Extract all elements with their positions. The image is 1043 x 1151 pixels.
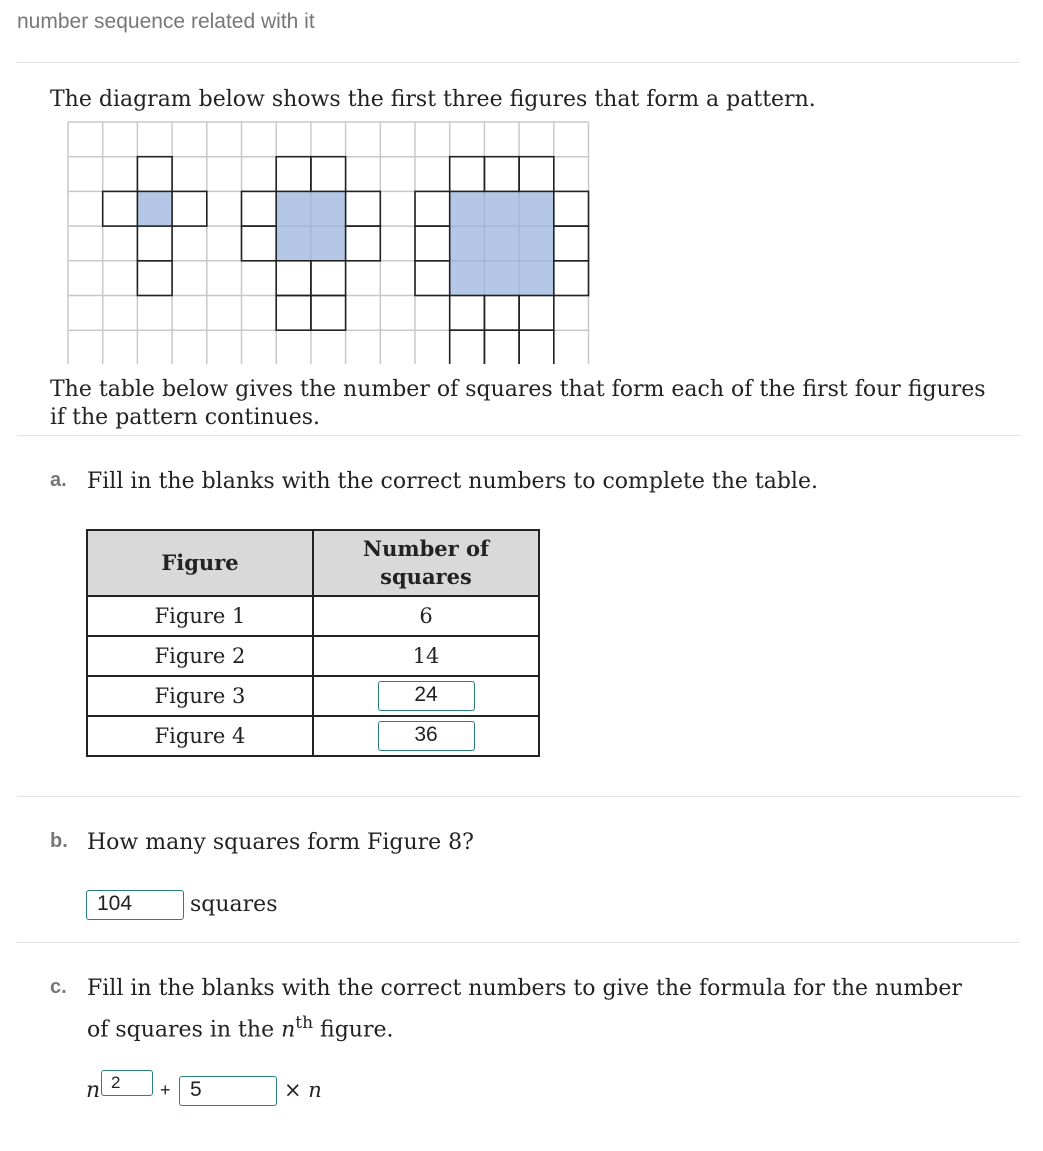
- figure-square: [346, 226, 381, 261]
- figure-square: [554, 226, 589, 261]
- header-figure: Figure: [87, 530, 313, 596]
- shaded-square: [276, 226, 311, 261]
- figure-square: [450, 330, 485, 364]
- table-row: [87, 716, 539, 756]
- table-description-line2: if the pattern continues.: [50, 405, 321, 430]
- shaded-square: [276, 191, 311, 226]
- prompt-text: of squares in the: [87, 1017, 282, 1043]
- figure-square: [242, 226, 277, 261]
- figure-cell: Figure 4: [87, 716, 313, 756]
- figure-square: [137, 261, 172, 296]
- part-a-letter: a.: [50, 469, 67, 491]
- plus-sign: +: [160, 1080, 171, 1100]
- coefficient-input[interactable]: 5: [179, 1076, 277, 1106]
- table-row: [87, 676, 539, 716]
- figure-square: [172, 191, 207, 226]
- header-line2: squares: [380, 564, 472, 589]
- divider: [17, 796, 1020, 797]
- figure-square: [519, 157, 554, 192]
- shaded-square: [519, 226, 554, 261]
- figure-square: [311, 261, 346, 296]
- figure-square: [346, 191, 381, 226]
- header-number-of-squares: [313, 530, 539, 596]
- figure-square: [450, 157, 485, 192]
- page-subtitle: number sequence related with it: [17, 10, 315, 33]
- table-row: [87, 636, 539, 676]
- figure-square: [554, 191, 589, 226]
- shaded-square: [450, 261, 485, 296]
- figure-3-answer-input[interactable]: 24: [378, 681, 475, 711]
- count-cell: [313, 676, 539, 716]
- times-n: × n: [284, 1078, 322, 1102]
- figure-square: [450, 296, 485, 331]
- pattern-diagram: [67, 121, 592, 364]
- count-cell: 6: [313, 596, 539, 636]
- shaded-square: [450, 191, 485, 226]
- table-description-line1: The table below gives the number of squares that form each of the first four figures: [50, 377, 986, 402]
- figure-cell: Figure 3: [87, 676, 313, 716]
- table-header-row: [87, 530, 539, 596]
- divider: [17, 435, 1020, 436]
- shaded-square: [137, 191, 172, 226]
- figure-square: [415, 261, 450, 296]
- figure-square: [519, 296, 554, 331]
- prompt-superscript: th: [295, 1013, 314, 1033]
- figure-square: [276, 157, 311, 192]
- shaded-square: [311, 191, 346, 226]
- table-row: [87, 596, 539, 636]
- figure-square: [137, 157, 172, 192]
- figure-square: [415, 226, 450, 261]
- figure-4-answer-input[interactable]: 36: [378, 721, 475, 751]
- squares-table: [86, 529, 540, 757]
- figure-square: [103, 191, 138, 226]
- part-c-prompt-line1: Fill in the blanks with the correct numbers to give the formula for the number: [87, 976, 962, 1001]
- exponent-input[interactable]: 2: [101, 1070, 153, 1096]
- part-b-unit: squares: [190, 892, 278, 917]
- figure-square: [311, 296, 346, 331]
- part-b-prompt: How many squares form Figure 8?: [87, 830, 474, 855]
- diagram-description: The diagram below shows the first three figures that form a pattern.: [50, 87, 816, 112]
- figure-square: [242, 191, 277, 226]
- prompt-variable: n: [281, 1017, 296, 1043]
- header-line1: Number of: [362, 536, 490, 561]
- count-cell: 14: [313, 636, 539, 676]
- shaded-square: [450, 226, 485, 261]
- shaded-square: [484, 226, 519, 261]
- shaded-square: [484, 261, 519, 296]
- figure-cell: Figure 2: [87, 636, 313, 676]
- part-c-letter: c.: [50, 976, 67, 998]
- shaded-square: [311, 226, 346, 261]
- count-cell: [313, 716, 539, 756]
- figure-square: [415, 191, 450, 226]
- figure-square: [554, 261, 589, 296]
- shaded-square: [519, 261, 554, 296]
- part-b-letter: b.: [50, 830, 68, 852]
- figure-square: [137, 226, 172, 261]
- prompt-text-end: figure.: [313, 1017, 394, 1043]
- part-a-prompt: Fill in the blanks with the correct numbers to complete the table.: [87, 469, 818, 494]
- figure-square: [484, 296, 519, 331]
- figure-square: [484, 157, 519, 192]
- figure-square: [484, 330, 519, 364]
- shaded-square: [484, 191, 519, 226]
- part-c-prompt-line2: [87, 1009, 394, 1044]
- shaded-square: [519, 191, 554, 226]
- figure-8-answer-input[interactable]: 104: [86, 890, 184, 920]
- figure-cell: Figure 1: [87, 596, 313, 636]
- formula-variable: n: [86, 1078, 101, 1103]
- figure-square: [276, 296, 311, 331]
- figure-square: [519, 330, 554, 364]
- figure-square: [276, 261, 311, 296]
- divider: [17, 62, 1020, 63]
- figure-square: [311, 157, 346, 192]
- divider: [17, 942, 1020, 943]
